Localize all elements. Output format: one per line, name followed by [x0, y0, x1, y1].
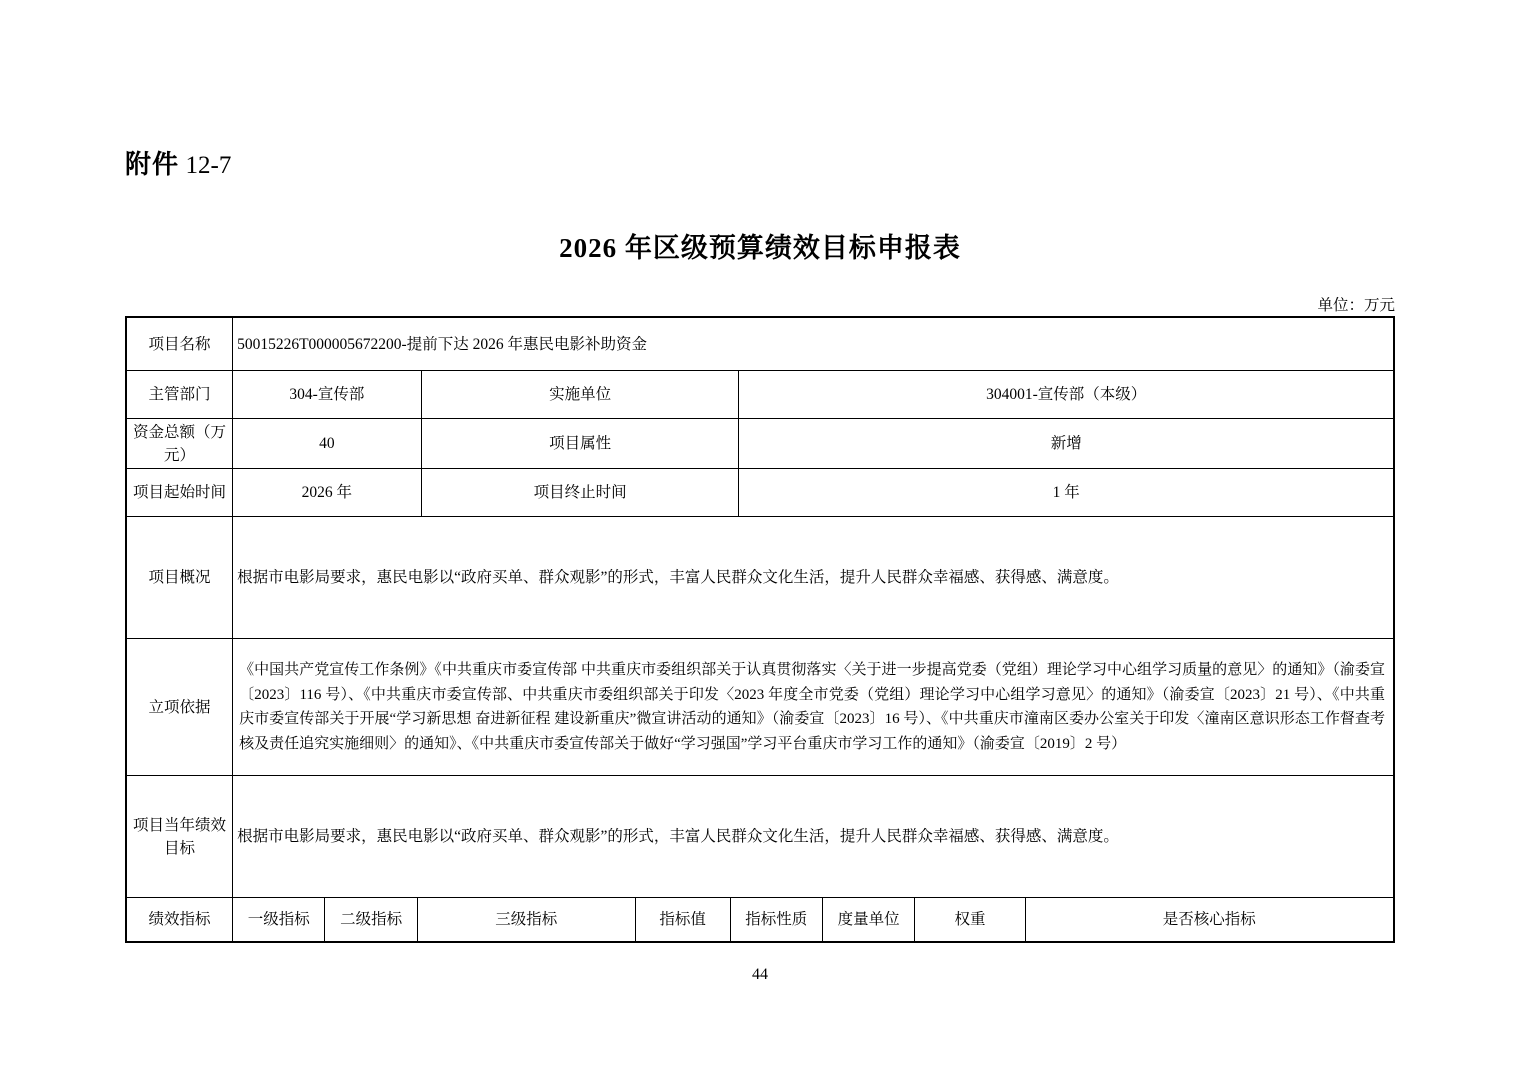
attachment-prefix: 附件	[125, 149, 180, 179]
project-attribute-value: 新增	[738, 418, 1393, 468]
dept-label: 主管部门	[127, 370, 232, 418]
project-name-value: 50015226T000005672200-提前下达 2026 年惠民电影补助资金	[232, 318, 1393, 370]
basis-value: 《中国共产党宣传工作条例》《中共重庆市委宣传部 中共重庆市委组织部关于认真贯彻落实〈关于进一步提高党委（党组）理论学习中心组学习质量的意见〉的通知》（渝委宣〔2023〕116 号）、《中共重庆市委宣传部、中共重庆市委组织部关于印发〈2023 年度全市党委（党组）理论学习中心组学习意见〉的通知》（渝委宣〔2023〕21 号）、《中共重庆市委宣传部关于开展“学习新思想 奋进新征程 建设新重庆”微宣讲活动的通知》（渝委宣〔2023〕16 号）、《中共重庆市潼南区委办公室关于印发〈潼南区意识形态工作督查考核及责任追究实施细则〉的通知》、《中共重庆市委宣传部关于做好“学习强国”学习平台重庆市学习工作的通知》（渝委宣〔2019〕2 号）	[232, 638, 1393, 775]
implement-unit-value: 304001-宣传部（本级）	[738, 370, 1393, 418]
end-time-label: 项目终止时间	[421, 468, 739, 516]
row-overview	[127, 516, 1393, 638]
measure-unit-header: 度量单位	[822, 897, 914, 941]
basis-label: 立项依据	[127, 638, 232, 775]
indicator-header-cell: 绩效指标	[127, 897, 232, 941]
row-basis	[127, 638, 1393, 775]
end-time-value: 1 年	[738, 468, 1393, 516]
weight-header: 权重	[914, 897, 1024, 941]
project-name-label: 项目名称	[148, 335, 211, 353]
indicator-level2-header: 二级指标	[324, 897, 416, 941]
row-project-name	[127, 318, 1393, 370]
attachment-number	[186, 152, 232, 179]
implement-unit-label: 实施单位	[421, 370, 739, 418]
overview-label: 项目概况	[127, 516, 232, 638]
row-indicator-header	[127, 897, 1393, 941]
core-indicator-header: 是否核心指标	[1025, 897, 1393, 941]
overview-value: 根据市电影局要求，惠民电影以“政府买单、群众观影”的形式，丰富人民群众文化生活，提升人民群众幸福感、获得感、满意度。	[232, 516, 1393, 638]
row-time	[127, 468, 1393, 516]
start-time-label: 项目起始时间	[127, 468, 232, 516]
fund-total-label: 资金总额（万元）	[127, 418, 232, 468]
start-time-value: 2026 年	[232, 468, 421, 516]
attachment-label	[125, 144, 231, 181]
page-number: 44	[752, 966, 768, 983]
indicator-level3-header: 三级指标	[417, 897, 635, 941]
annual-goal-label: 项目当年绩效目标	[127, 775, 232, 897]
budget-form-table	[125, 316, 1395, 943]
unit-note: 单位：万元	[1317, 297, 1395, 314]
fund-total-value: 40	[232, 418, 421, 468]
indicator-nature-header: 指标性质	[730, 897, 822, 941]
row-annual-goal	[127, 775, 1393, 897]
indicator-value-header: 指标值	[635, 897, 730, 941]
project-attribute-label: 项目属性	[421, 418, 739, 468]
page-title: 2026 年区级预算绩效目标申报表	[559, 233, 961, 263]
dept-value: 304-宣传部	[232, 370, 421, 418]
indicator-level1-header: 一级指标	[232, 897, 324, 941]
row-department	[127, 370, 1393, 418]
attachment-number-text: 12-7	[185, 152, 232, 179]
row-fund	[127, 418, 1393, 468]
annual-goal-value: 根据市电影局要求，惠民电影以“政府买单、群众观影”的形式，丰富人民群众文化生活，提升人民群众幸福感、获得感、满意度。	[232, 775, 1393, 897]
